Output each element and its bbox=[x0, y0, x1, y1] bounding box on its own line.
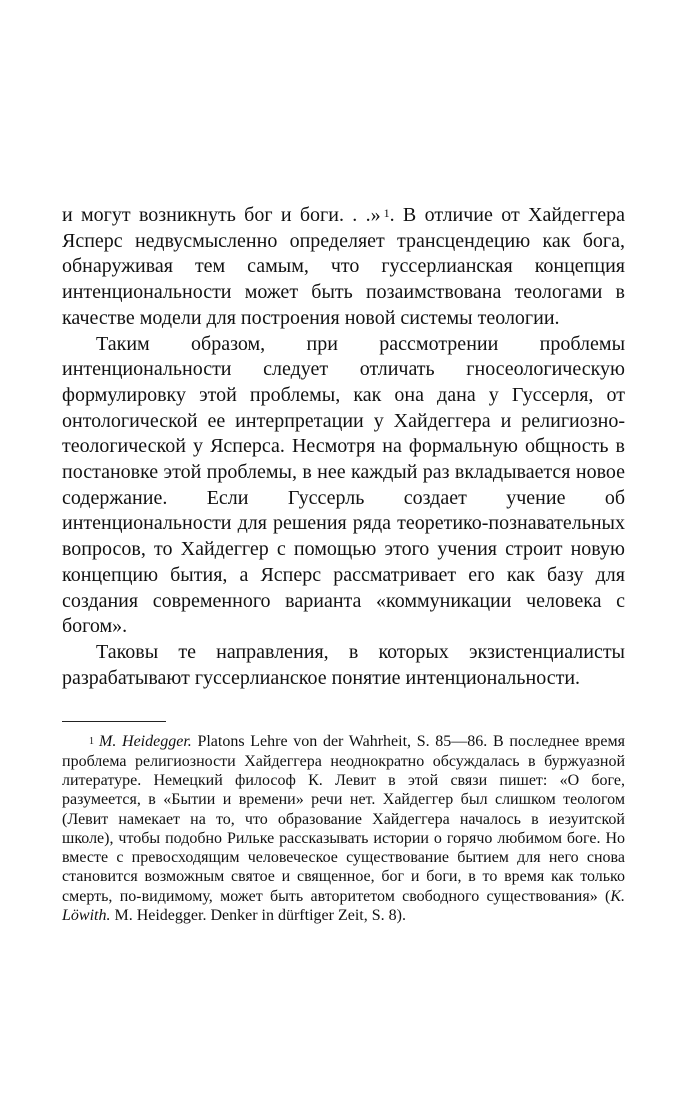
footnote-separator bbox=[62, 721, 166, 722]
paragraph-2: Таким образом, при рассмотрении проблемы интенциональности следует отличать гносеологическую формулировку этой проблемы, как она дана у Гуссерля, от онтологической ее интерпретации у Хайдеггера и религиозно-теологической у Ясперса. Несмотря на формальную общность в постановке этой проблемы, в нее каждый раз вкладывается новое содержание. Если Гуссерль создает учение об интенциональности для решения ряда теоретико-познавательных вопросов, то Хайдеггер с помощью этого учения строит новую концепцию бытия, а Ясперс рассматривает его как базу для создания современного варианта «коммуникации человека с богом». bbox=[62, 332, 625, 638]
footnote-1 bbox=[62, 732, 625, 925]
footnote-reference-mark[interactable]: 1 bbox=[383, 206, 390, 220]
footnote-text-end: M. Heidegger. Denker in dürftiger Zeit, S. 8). bbox=[110, 907, 406, 925]
footnote-author: M. Heidegger. bbox=[99, 733, 192, 751]
paragraph-1 bbox=[62, 203, 625, 332]
footnote-citation-author: K. Löwith. bbox=[62, 887, 625, 925]
footnote-text-main: Platons Lehre von der Wahrheit, S. 85—86. В последнее время проблема религиозности Хайдеггера неоднократно обсуждалась в буржуазной литературе. Немецкий философ К. Левит в этой связи пишет: «О боге, разумеется, в «Бытии и времени» речи нет. Хайдеггер был слишком теологом (Левит намекает на то, что образование Хайдеггера началось в иезуитской школе), чтобы подобно Рильке рассказывать истории о горячо любимом боге. Но вместе с превосходящим человеческое существование бытием для него снова становится возможным святое и священное, бог и боги, в то время как только смерть, по-видимому, может быть авторитетом свободного существования» ( bbox=[62, 733, 626, 905]
paragraph-1-text-after: . В отличие от Хайдеггера Ясперс недвусмысленно определяет трансцендецию как бога, обнаруживая тем самым, что гуссерлианская концепция интенциональности может быть позаимствована теологами в качестве модели для построения новой системы теологии. bbox=[62, 204, 625, 329]
paragraph-3: Таковы те направления, в которых экзистенциалисты разрабатывают гуссерлианское понятие интенциональности. bbox=[62, 640, 625, 689]
paragraph-1-text-before: и могут возникнуть бог и боги. . .» bbox=[62, 204, 381, 226]
page-content bbox=[62, 203, 625, 925]
footnote-mark: 1 bbox=[89, 736, 94, 748]
